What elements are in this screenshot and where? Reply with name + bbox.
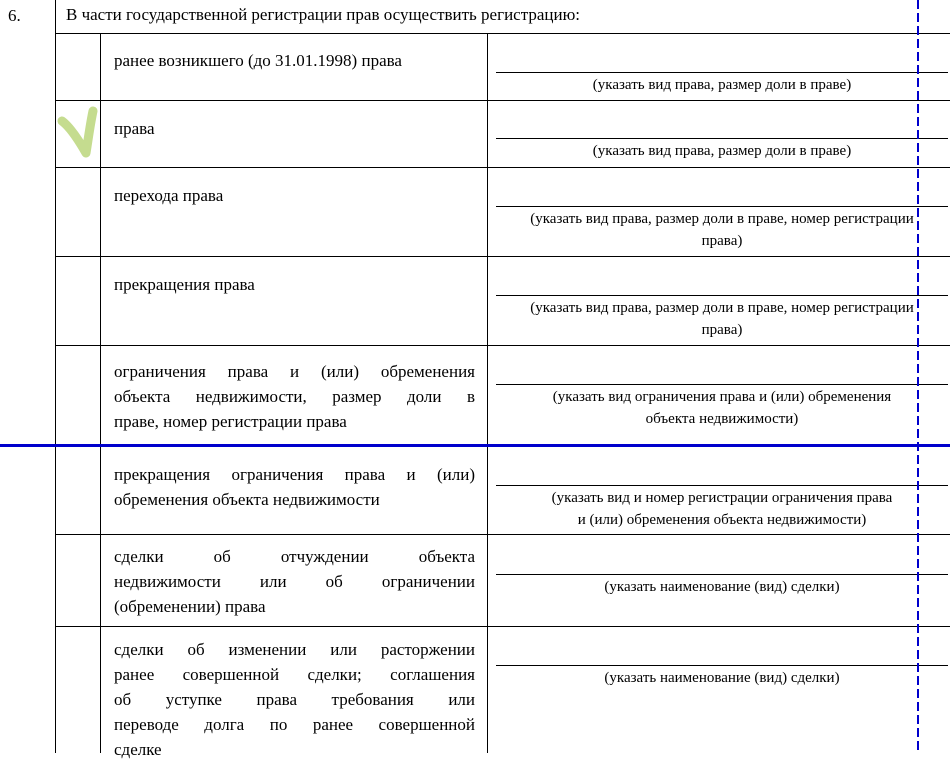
row-label-line: обременения объекта недвижимости xyxy=(114,490,380,509)
field-hint-line: (указать вид права, размер доли в праве, номер регистрации xyxy=(530,211,914,227)
field-hint-line: (указать вид права, размер доли в праве) xyxy=(592,77,852,93)
row-label xyxy=(114,544,475,619)
margin-guide-line xyxy=(917,0,919,753)
checkmark-icon xyxy=(56,105,102,163)
row-label-line: (обременении) права xyxy=(114,597,266,616)
row-label-line: объекта недвижимости, размер доли в xyxy=(114,387,475,406)
row-label-line: прекращения ограничения права и (или) xyxy=(114,465,475,484)
fill-in-field[interactable] xyxy=(496,665,948,666)
field-hint-line: и (или) обременения объекта недвижимости) xyxy=(577,512,867,528)
table-border xyxy=(487,33,488,753)
field-hint-line: (указать наименование (вид) сделки) xyxy=(604,579,840,595)
row-label-line: ранее совершенной сделки; соглашения xyxy=(114,665,475,684)
row-label-line: прекращения права xyxy=(114,275,255,294)
field-hint-line: объекта недвижимости) xyxy=(645,411,799,427)
field-hint-line: права) xyxy=(701,233,743,249)
row-label-line: сделки об отчуждении объекта xyxy=(114,547,475,566)
field-hint-line: (указать вид ограничения права и (или) обременения xyxy=(552,389,892,405)
row-checkbox-cell[interactable] xyxy=(56,446,100,534)
row-label xyxy=(114,116,475,141)
row-divider xyxy=(55,256,950,257)
row-checkbox-cell[interactable] xyxy=(56,168,100,256)
row-label-line: переводе долга по ранее совершенной xyxy=(114,715,475,734)
row-label-line: перехода права xyxy=(114,186,224,205)
row-label xyxy=(114,48,475,73)
field-hint-line: (указать наименование (вид) сделки) xyxy=(604,670,840,686)
field-hint xyxy=(496,667,948,689)
field-hint-line: (указать вид и номер регистрации ограничения права xyxy=(551,490,893,506)
row-divider xyxy=(55,534,950,535)
fill-in-field[interactable] xyxy=(496,72,948,73)
section-number: 6. xyxy=(8,6,21,25)
row-label-line: ограничения права и (или) обременения xyxy=(114,362,475,381)
page-break-line xyxy=(0,444,950,447)
fill-in-field[interactable] xyxy=(496,206,948,207)
row-divider xyxy=(55,167,950,168)
field-hint xyxy=(496,487,948,531)
row-checkbox-cell[interactable] xyxy=(56,346,100,445)
row-label xyxy=(114,183,475,208)
field-hint xyxy=(496,386,948,430)
field-hint xyxy=(496,297,948,341)
field-hint xyxy=(496,208,948,252)
fill-in-field[interactable] xyxy=(496,295,948,296)
row-label-line: сделки об изменении или расторжении xyxy=(114,640,475,659)
row-label xyxy=(114,272,475,297)
field-hint-line: права) xyxy=(701,322,743,338)
row-checkbox-cell[interactable] xyxy=(56,257,100,345)
fill-in-field[interactable] xyxy=(496,574,948,575)
fill-in-field[interactable] xyxy=(496,485,948,486)
field-hint xyxy=(496,74,948,96)
row-checkbox-cell[interactable] xyxy=(56,627,100,760)
fill-in-field[interactable] xyxy=(496,138,948,139)
section-title: В части государственной регистрации прав осуществить регистрацию: xyxy=(66,5,581,24)
field-hint xyxy=(496,140,948,162)
row-label xyxy=(114,637,475,762)
fill-in-field[interactable] xyxy=(496,384,948,385)
row-label xyxy=(114,462,475,512)
row-label-line: сделке xyxy=(114,740,162,759)
row-divider xyxy=(55,626,950,627)
field-hint-line: (указать вид права, размер доли в праве, номер регистрации xyxy=(530,300,914,316)
row-label-line: ранее возникшего (до 31.01.1998) права xyxy=(114,51,402,70)
row-divider xyxy=(55,100,950,101)
row-label-line: права xyxy=(114,119,155,138)
table-border xyxy=(55,33,950,34)
row-label xyxy=(114,359,475,434)
row-checkbox-cell[interactable] xyxy=(56,535,100,626)
row-label-line: праве, номер регистрации права xyxy=(114,412,347,431)
row-checkbox-cell[interactable] xyxy=(56,34,100,100)
row-divider xyxy=(55,345,950,346)
row-label-line: недвижимости или об ограничении xyxy=(114,572,475,591)
row-label-line: об уступке права требования или xyxy=(114,690,475,709)
field-hint-line: (указать вид права, размер доли в праве) xyxy=(592,143,852,159)
field-hint xyxy=(496,576,948,598)
